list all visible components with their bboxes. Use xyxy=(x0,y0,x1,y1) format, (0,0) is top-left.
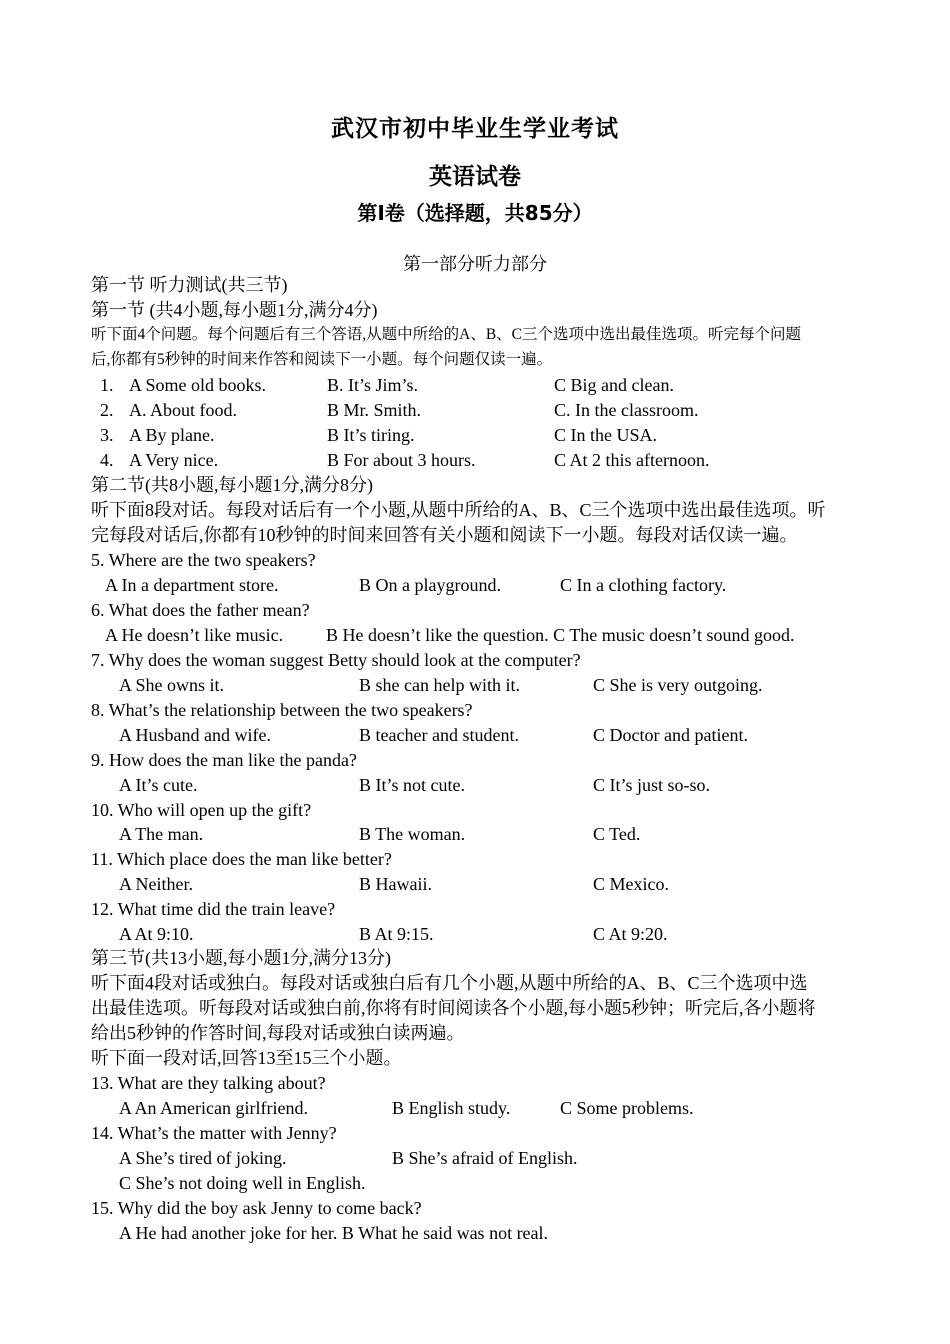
question-15: 15. Why did the boy ask Jenny to come back? xyxy=(91,1198,422,1218)
q7-option-b: B she can help with it. xyxy=(359,675,520,695)
question-13: 13. What are they talking about? xyxy=(91,1073,326,1093)
question-8: 8. What’s the relationship between the two speakers? xyxy=(91,700,473,720)
q9-option-a: A It’s cute. xyxy=(119,775,198,795)
question-number: 4. xyxy=(100,450,114,470)
question-7: 7. Why does the woman suggest Betty should look at the computer? xyxy=(91,650,581,670)
q13-option-c: C Some problems. xyxy=(560,1098,694,1118)
question-10: 10. Who will open up the gift? xyxy=(91,800,312,820)
section2-heading: 第二节(共8小题,每小题1分,满分8分) xyxy=(91,475,373,495)
q11-option-a: A Neither. xyxy=(119,874,193,894)
q5-option-a: A In a department store. xyxy=(105,575,279,595)
q7-option-a: A She owns it. xyxy=(119,675,225,695)
q10-option-a: A The man. xyxy=(119,824,204,844)
section3-instruction-line1: 听下面4段对话或独白。每段对话或独白后有几个小题,从题中所给的A、B、C三个选项中选 xyxy=(91,973,808,993)
q12-option-c: C At 9:20. xyxy=(593,924,668,944)
question-11: 11. Which place does the man like better? xyxy=(91,849,392,869)
option-c: C Big and clean. xyxy=(554,375,674,395)
paper-subtitle: 英语试卷 xyxy=(429,164,521,190)
option-c: C At 2 this afternoon. xyxy=(554,450,710,470)
question-number: 1. xyxy=(100,375,114,395)
q9-option-b: B It’s not cute. xyxy=(359,775,465,795)
option-b: B It’s tiring. xyxy=(327,425,415,445)
q12-option-b: B At 9:15. xyxy=(359,924,434,944)
q10-option-b: B The woman. xyxy=(359,824,466,844)
q5-option-b: B On a playground. xyxy=(359,575,501,595)
q9-option-c: C It’s just so-so. xyxy=(593,775,711,795)
q8-option-c: C Doctor and patient. xyxy=(593,725,748,745)
section3-instruction-line4: 听下面一段对话,回答13至15三个小题。 xyxy=(91,1048,402,1068)
section3-instruction-line3: 给出5秒钟的作答时间,每段对话或独白读两遍。 xyxy=(91,1023,465,1043)
section2-instruction-line1: 听下面8段对话。每段对话后有一个小题,从题中所给的A、B、C三个选项中选出最佳选项。听 xyxy=(91,500,826,520)
question-number: 3. xyxy=(100,425,114,445)
option-b: B Mr. Smith. xyxy=(327,400,422,420)
q14-option-b: B She’s afraid of English. xyxy=(392,1148,578,1168)
q11-option-c: C Mexico. xyxy=(593,874,669,894)
q7-option-c: C She is very outgoing. xyxy=(593,675,763,695)
q14-option-a: A She’s tired of joking. xyxy=(119,1148,287,1168)
question-number: 2. xyxy=(100,400,114,420)
q11-option-b: B Hawaii. xyxy=(359,874,432,894)
section1-instruction-line1: 听下面4个问题。每个问题后有三个答语,从题中所给的A、B、C三个选项中选出最佳选项。听完每个问题 xyxy=(91,326,801,343)
q13-option-b: B English study. xyxy=(392,1098,511,1118)
question-6: 6. What does the father mean? xyxy=(91,600,310,620)
q14-option-c: C She’s not doing well in English. xyxy=(119,1173,366,1193)
part-heading: 第一部分听力部分 xyxy=(403,254,547,274)
question-12: 12. What time did the train leave? xyxy=(91,899,336,919)
q6-option-a: A He doesn’t like music. xyxy=(105,625,284,645)
q5-option-c: C In a clothing factory. xyxy=(560,575,727,595)
option-a: A By plane. xyxy=(129,425,215,445)
q8-option-b: B teacher and student. xyxy=(359,725,519,745)
option-b: B For about 3 hours. xyxy=(327,450,476,470)
q13-option-a: A An American girlfriend. xyxy=(119,1098,308,1118)
option-a: A Some old books. xyxy=(129,375,267,395)
question-9: 9. How does the man like the panda? xyxy=(91,750,357,770)
option-a: A. About food. xyxy=(129,400,237,420)
section1-heading: 第一节 (共4小题,每小题1分,满分4分) xyxy=(91,300,378,320)
option-c: C In the USA. xyxy=(554,425,657,445)
section2-instruction-line2: 完每段对话后,你都有10秒钟的时间来回答有关小题和阅读下一小题。每段对话仅读一遍。 xyxy=(91,525,798,545)
q6-option-bc: B He doesn’t like the question. C The music doesn’t sound good. xyxy=(326,625,795,645)
q10-option-c: C Ted. xyxy=(593,824,641,844)
exam-title: 武汉市初中毕业生学业考试 xyxy=(331,116,619,142)
q15-option-ab: A He had another joke for her. B What he said was not real. xyxy=(119,1223,549,1243)
section1-instruction-line2: 后,你都有5秒钟的时间来作答和阅读下一小题。每个问题仅读一遍。 xyxy=(91,351,553,368)
option-a: A Very nice. xyxy=(129,450,219,470)
option-b: B. It’s Jim’s. xyxy=(327,375,419,395)
section3-heading: 第三节(共13小题,每小题1分,满分13分) xyxy=(91,948,391,968)
option-c: C. In the classroom. xyxy=(554,400,699,420)
q8-option-a: A Husband and wife. xyxy=(119,725,271,745)
question-5: 5. Where are the two speakers? xyxy=(91,550,316,570)
q12-option-a: A At 9:10. xyxy=(119,924,194,944)
section-intro: 第一节 听力测试(共三节) xyxy=(91,275,288,295)
section3-instruction-line2: 出最佳选项。听每段对话或独白前,你将有时间阅读各个小题,每小题5秒钟；听完后,各小题将 xyxy=(91,998,816,1018)
volume-heading: 第Ⅰ卷（选择题，共85分） xyxy=(357,201,593,225)
question-14: 14. What’s the matter with Jenny? xyxy=(91,1123,337,1143)
